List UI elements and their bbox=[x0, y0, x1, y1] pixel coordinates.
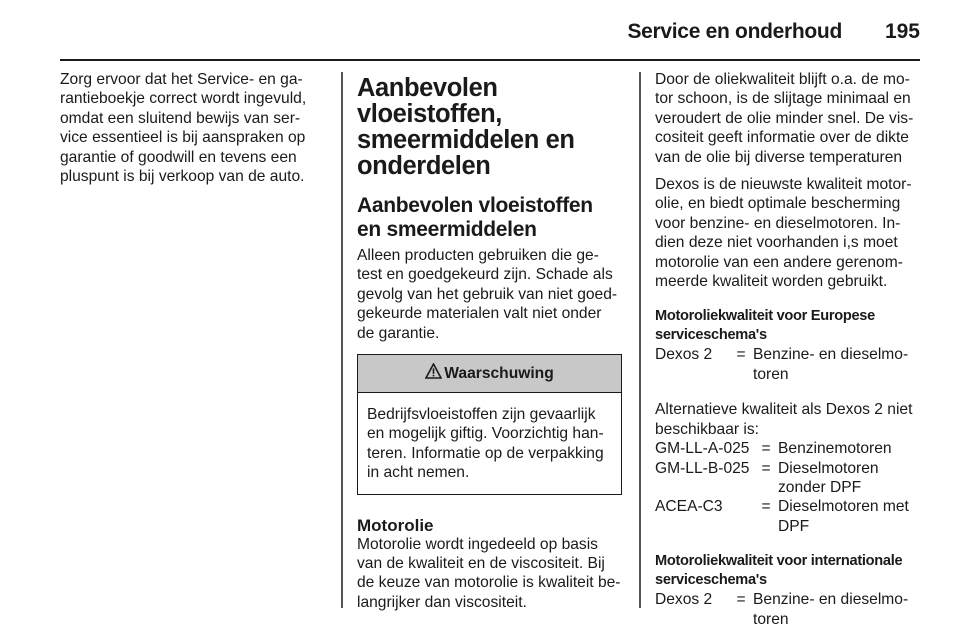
text-line: smeermiddelen en bbox=[357, 126, 575, 154]
motorolie-text bbox=[357, 535, 623, 613]
text-line: en smeermiddelen bbox=[357, 218, 537, 241]
spec-description-line: toren bbox=[753, 365, 789, 383]
text-line: Aanbevolen vloeistoffen bbox=[357, 194, 593, 217]
text-line: vloeistoffen, bbox=[357, 100, 502, 128]
spec-name: ACEA-C3 bbox=[655, 498, 723, 516]
spec-equals: = bbox=[736, 346, 746, 364]
text-line: Dexos is de nieuwste kwaliteit motor- bbox=[655, 176, 912, 194]
spec-description bbox=[753, 590, 921, 629]
text-line: test en goedgekeurd zijn. Schade als bbox=[357, 266, 613, 284]
text-line: onderdelen bbox=[357, 152, 491, 180]
text-line: motorolie van een andere gerenom- bbox=[655, 253, 903, 271]
intro-paragraph bbox=[60, 70, 322, 186]
text-line: cositeit geeft informatie over de dikte bbox=[655, 129, 909, 147]
text-line: Alleen producten gebruiken die ge- bbox=[357, 247, 599, 264]
spec-description bbox=[778, 439, 921, 458]
warning-box bbox=[357, 354, 622, 495]
section-heading bbox=[357, 75, 623, 179]
text-line: tor schoon, is de slijtage minimaal en bbox=[655, 90, 911, 108]
warning-text bbox=[358, 393, 621, 494]
column-divider-1 bbox=[341, 72, 343, 608]
text-line: voor benzine- en dieselmotoren. In- bbox=[655, 214, 901, 232]
text-line: en mogelijk giftig. Voorzichtig han- bbox=[367, 425, 604, 443]
spec-description bbox=[778, 459, 921, 498]
alternative-spec-list bbox=[655, 439, 921, 536]
column-1 bbox=[60, 70, 322, 186]
text-line: Bedrijfsvloeistoffen zijn gevaarlijk bbox=[367, 406, 596, 424]
spec-equals: = bbox=[761, 459, 771, 477]
spec-name: GM-LL-B-025 bbox=[655, 459, 750, 477]
spec-description-line: DPF bbox=[778, 517, 810, 535]
text-line: serviceschema's bbox=[655, 327, 767, 344]
text-line: in acht nemen. bbox=[367, 464, 470, 482]
spec-description-line: Dieselmotoren met bbox=[778, 498, 909, 516]
spec-name: GM-LL-A-025 bbox=[655, 440, 750, 458]
spec-equals: = bbox=[761, 440, 771, 458]
text-line: beschikbaar is: bbox=[655, 420, 760, 438]
text-line: langrijker dan viscositeit. bbox=[357, 593, 527, 611]
spec-equals: = bbox=[761, 498, 771, 516]
text-line: vice essentieel is bij aanspraken op bbox=[60, 129, 306, 147]
text-line: olie, en biedt optimale bescherming bbox=[655, 195, 901, 213]
spec-name: Dexos 2 bbox=[655, 346, 713, 364]
text-line: meerde kwaliteit worden gebruikt. bbox=[655, 273, 888, 291]
text-line: Motorolie wordt ingedeeld op basis bbox=[357, 535, 598, 553]
text-line: van de olie bij diverse temperaturen bbox=[655, 148, 903, 166]
text-line: serviceschema's bbox=[655, 572, 767, 589]
column-divider-2 bbox=[639, 72, 641, 608]
text-line: dien deze niet voorhanden i,s moet bbox=[655, 234, 898, 252]
text-line: veroudert de olie minder snel. De vis- bbox=[655, 109, 914, 127]
warning-title: Waarschuwing bbox=[444, 364, 554, 382]
text-line: teren. Informatie op de verpakking bbox=[367, 444, 604, 462]
europe-spec-heading bbox=[655, 307, 921, 345]
text-line: Motoroliekwaliteit voor internationale bbox=[655, 553, 903, 570]
dexos-paragraph bbox=[655, 175, 921, 291]
motorolie-heading: Motorolie bbox=[357, 515, 434, 535]
alternative-text bbox=[655, 400, 921, 439]
text-line: omdat een sluitend bewijs van ser- bbox=[60, 109, 301, 127]
page-title: Service en onderhoud bbox=[627, 20, 842, 43]
spec-description-line: Dieselmotoren bbox=[778, 459, 879, 477]
spec-description bbox=[753, 345, 921, 384]
spec-description-line: Benzine- en dieselmo- bbox=[753, 591, 909, 609]
spec-name: Dexos 2 bbox=[655, 591, 713, 609]
spec-description bbox=[778, 497, 921, 536]
column-2 bbox=[357, 70, 623, 612]
column-3 bbox=[655, 70, 921, 629]
page-number: 195 bbox=[884, 20, 920, 43]
text-line: rantieboekje correct wordt ingevuld, bbox=[60, 90, 307, 108]
spec-description-line: toren bbox=[753, 610, 789, 628]
text-line: Motoroliekwaliteit voor Europese bbox=[655, 308, 875, 325]
text-line: Aanbevolen bbox=[357, 74, 498, 102]
oil-quality-paragraph bbox=[655, 70, 921, 167]
text-line: pluspunt is bij verkoop van de auto. bbox=[60, 168, 305, 186]
spec-description-line: zonder DPF bbox=[778, 478, 862, 496]
warning-triangle-icon bbox=[425, 363, 442, 384]
text-line: gekeurde materialen valt niet onder bbox=[357, 305, 602, 323]
spec-equals: = bbox=[736, 591, 746, 609]
fluids-intro bbox=[357, 246, 623, 343]
text-line: de garantie. bbox=[357, 324, 440, 342]
international-spec-heading bbox=[655, 552, 921, 590]
text-line: van de kwaliteit en de viscositeit. Bij bbox=[357, 555, 605, 573]
page-header bbox=[0, 0, 960, 60]
spec-description-line: Benzinemotoren bbox=[778, 440, 892, 458]
text-line: Door de oliekwaliteit blijft o.a. de mo- bbox=[655, 71, 910, 88]
warning-header bbox=[358, 355, 621, 393]
text-line: Alternatieve kwaliteit als Dexos 2 niet bbox=[655, 401, 913, 419]
subsection-heading bbox=[357, 194, 623, 242]
text-line: garantie of goodwill en tevens een bbox=[60, 148, 297, 166]
europe-spec-list bbox=[655, 345, 921, 384]
text-line: Zorg ervoor dat het Service- en ga- bbox=[60, 71, 303, 88]
spec-description-line: Benzine- en dieselmo- bbox=[753, 346, 909, 364]
header-rule bbox=[60, 59, 920, 61]
international-spec-list bbox=[655, 590, 921, 629]
text-line: de keuze van motorolie is kwaliteit be- bbox=[357, 574, 621, 592]
text-line: gevolg van het gebruik van niet goed- bbox=[357, 285, 618, 303]
